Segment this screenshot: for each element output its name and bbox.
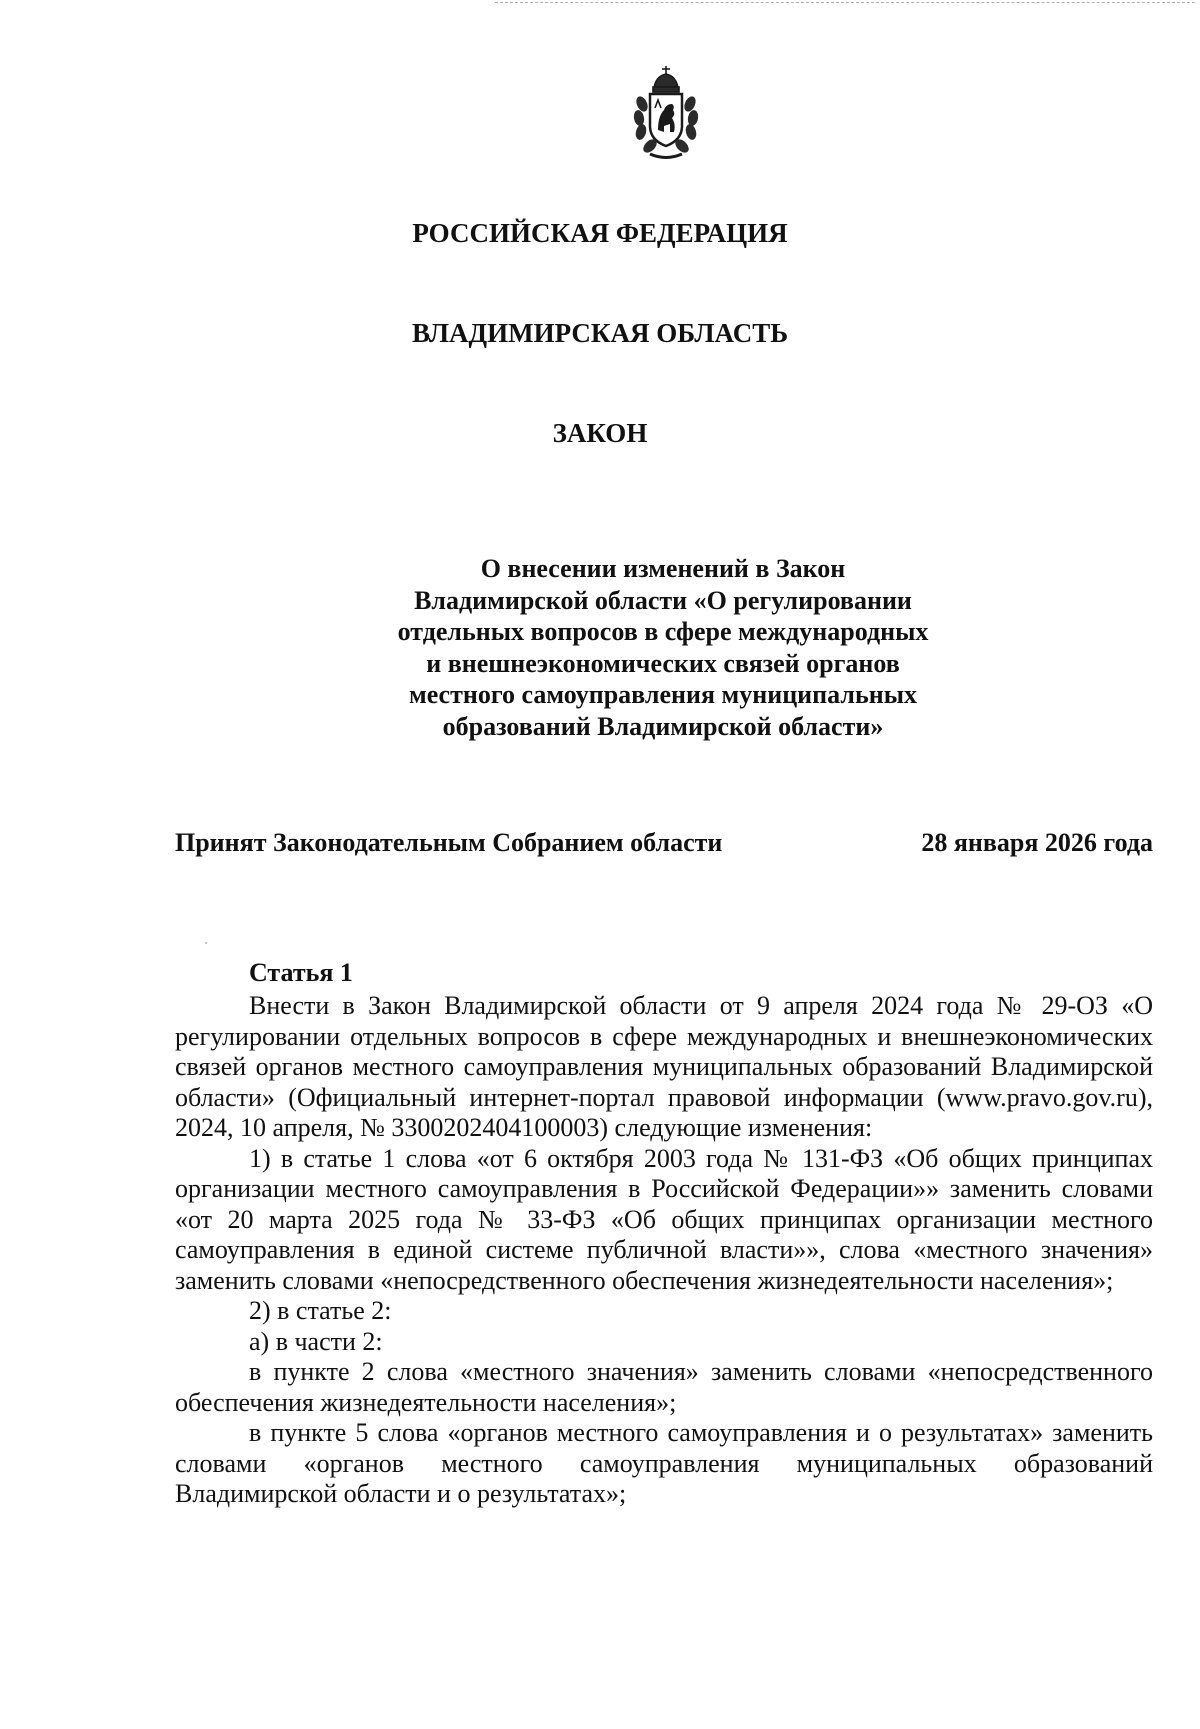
adoption-line	[175, 828, 1153, 858]
law-title-line: отдельных вопросов в сфере международных	[397, 617, 929, 646]
article-paragraph: а) в части 2:	[249, 1326, 383, 1356]
adoption-date: 28 января 2026 года	[921, 828, 1153, 857]
article-paragraph: в пункте 5 слова «органов местного самоуправления и о результатах» заменить словами «органов местного самоуправления муниципальных образований Владимирской области и о результатах»;	[175, 1418, 1153, 1508]
article-body	[175, 991, 1153, 1510]
article-paragraph: Внести в Закон Владимирской области от 9 апреля 2024 года № 29-ОЗ «О регулировании отдельных вопросов в сфере международных и внешнеэкономических связей органов местного самоуправления муниципальных образований Владимирской области» (Официальный интернет-портал правовой информации (www.pravo.gov.ru), 2024, 10 апреля, № 3300202404100003) следующие изменения:	[175, 991, 1153, 1142]
law-title-line: образований Владимирской области»	[442, 711, 884, 741]
coat-of-arms-icon	[628, 64, 704, 162]
article-paragraph: 1) в статье 1 слова «от 6 октября 2003 года № 131-ФЗ «Об общих принципах организации местного самоуправления в Российской Федерации»» заменить словами «от 20 марта 2025 года № 33-ФЗ «Об общих принципах организации местного самоуправления в единой системе публичной власти»», слова «местного значения» заменить словами «непосредственного обеспечения жизнедеятельности населения»;	[175, 1143, 1153, 1295]
country-heading: РОССИЙСКАЯ ФЕДЕРАЦИЯ	[412, 218, 788, 248]
law-title-line: Владимирской области «О регулировании	[414, 585, 912, 615]
scan-speck	[205, 942, 207, 944]
law-title-line: и внешнеэкономических связей органов	[426, 648, 900, 678]
article-paragraph: в пункте 2 слова «местного значения» заменить словами «непосредственного обеспечения жизнедеятельности населения»;	[175, 1357, 1153, 1417]
article-heading: Статья 1	[249, 958, 353, 987]
law-title-line: О внесении изменений в Закон	[480, 554, 846, 583]
scan-edge-line	[495, 2, 1195, 3]
region-heading: ВЛАДИМИРСКАЯ ОБЛАСТЬ	[411, 318, 789, 348]
article-paragraph: 2) в статье 2:	[249, 1296, 392, 1325]
doc-type-heading: ЗАКОН	[552, 418, 648, 448]
adopted-by: Принят Законодательным Собранием области	[175, 828, 723, 857]
law-title-line: местного самоуправления муниципальных	[408, 680, 917, 709]
law-title	[330, 553, 996, 742]
